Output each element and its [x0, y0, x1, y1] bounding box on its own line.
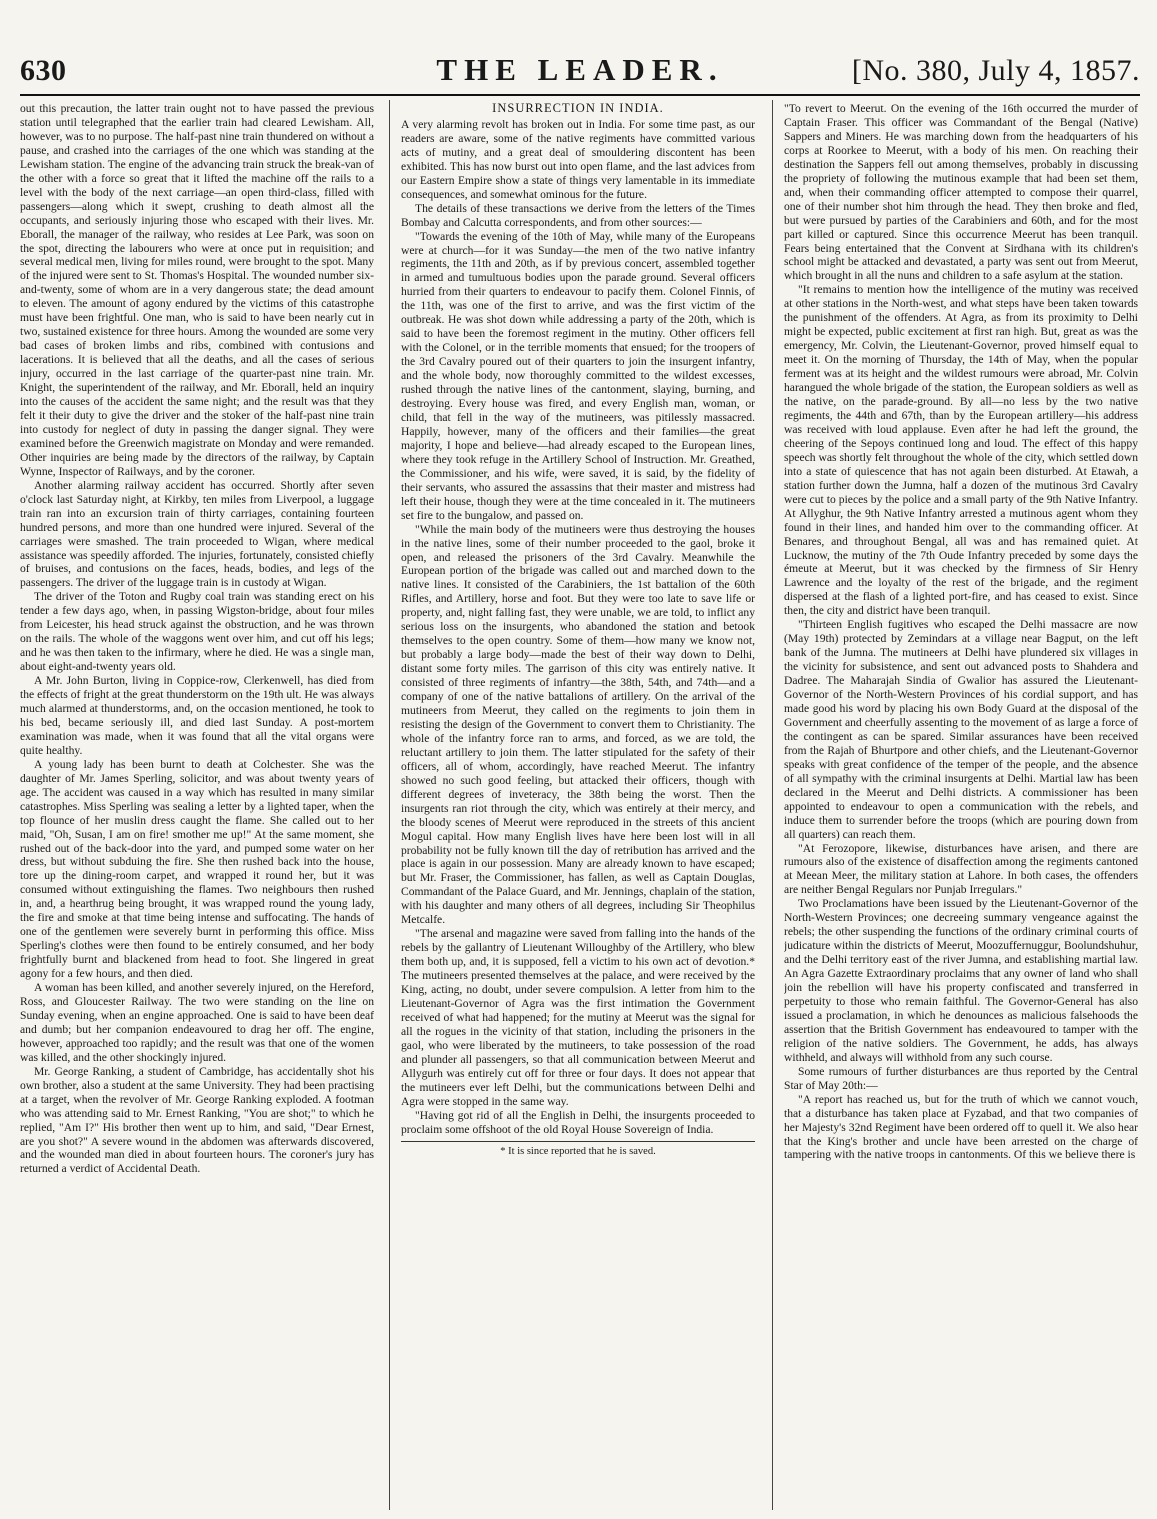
paragraph: "To revert to Meerut. On the evening of the 16th occurred the murder of Captain Fraser. This officer was Commandant of the Bengal (Native) Sappers and Miners. He was marching down from the headquarters of his corps at Roorkee to Meerut, with a body of his men. On reaching their destination the Sappers fell out among themselves, probably in discussing the propriety of following the mutinous example that had been set them, and, when their commanding officer attempted to compose their quarrel, one of their number shot him through the head. They then broke and fled, but were pursued by parties of the Carabiniers and 60th, and for the most part killed or captured. Since this occurrence Meerut has been tranquil. Fears being entertained that the Convent at Sirdhana with its children's school might be attacked and devastated, a party was sent out from Meerut, which brought in all the nuns and children to a safe asylum at the station. [784, 102, 1138, 283]
paragraph: Mr. George Ranking, a student of Cambridge, has accidentally shot his own brother, also a student at the same University. They had been practising at a target, when the revolver of Mr. George Ranking exploded. A footman who was attending said to Mr. Ernest Ranking, "You are shot;" to which he replied, "Am I?" His brother then went up to him, and said, "Dear Ernest, are you shot?" A severe wound in the abdomen was afterwards discovered, and the wounded man died in about fourteen hours. The coroner's jury has returned a verdict of Accidental Death. [20, 1064, 374, 1176]
masthead-title: THE LEADER. [436, 52, 724, 87]
column-divider [772, 100, 773, 1510]
page-number: 630 [20, 54, 67, 87]
issue-line: [No. 380, July 4, 1857. [851, 54, 1140, 87]
paragraph: A very alarming revolt has broken out in India. For some time past, as our readers are aware, some of the native regiments have committed various acts of mutiny, and a great deal of smouldering discontent has been exhibited. This has now burst out into open flame, and the last advices from our Eastern Empire show a state of things very lamentable in its immediate consequences, and somewhat ominous for the future. [401, 117, 755, 201]
paragraph: Some rumours of further disturbances are thus reported by the Central Star of May 20th:— [784, 1064, 1138, 1092]
paragraph: A young lady has been burnt to death at Colchester. She was the daughter of Mr. James Sperling, solicitor, and was about twenty years of age. The accident was caused in a way which has resulted in many similar catastrophes. Miss Sperling was sealing a letter by a lighted taper, when the top flounce of her muslin dress caught the flame. She called out to her maid, "Oh, Susan, I am on fire! smother me up!" At the same moment, she rushed out of the back-door into the yard, and pumped some water on her dress, but without subduing the fire. She then rushed back into the house, tore up the dining-room carpet, and wrapped it round her, but it was consumed without extinguishing the flames. Two neighbours then rushed in, and, a hearthrug being brought, it was wrapped round the young lady, the fire and smoke at that time being intense and suffocating. The hands of one of the gentlemen were severely burnt in performing this office. Miss Sperling's clothes were then found to be entirely consumed, and her body frightfully burnt and blackened from head to foot. She lingered in great agony for a few hours, and then died. [20, 757, 374, 981]
paragraph: "It remains to mention how the intelligence of the mutiny was received at other stations in the North-west, and what steps have been taken towards the punishment of the offenders. At Agra, as from its proximity to Delhi might be expected, public excitement at first ran high. But, great as was the emergency, Mr. Colvin, the Lieutenant-Governor, proved himself equal to meet it. On the morning of Thursday, the 14th of May, when the popular ferment was at its height and the wildest rumours were abroad, Mr. Colvin harangued the whole brigade of the station, the European soldiers as well as the native, on the parade-ground. By all—no less by the two native regiments, the 44th and 67th, than by the European artillery—his address was received with loud applause. Even after he had left the ground, the cheering of the Sepoys continued long and loud. The effect of this happy speech was shortly felt throughout the whole of the city, which settled down into a state of quiescence that has not again been disturbed. At Etawah, a station further down the Jumna, half a dozen of the mutinous 3rd Cavalry were cut to pieces by the police and a small party of the 9th Native Infantry. At Allyghur, the 9th Native Infantry arrested a mutinous agent whom they found in their lines, and handed him over to the commanding officer. At Benares, and throughout Bengal, all was and has remained quiet. At Lucknow, the mutiny of the 7th Oude Infantry preceded by some days the émeute at Meerut, but it was checked by the firmness of Sir Henry Lawrence and the loyalty of the rest of the brigade, and the regiment dispersed at the flash of a lighted port-fire, and has ceased to exist. Since then, the city and district have been tranquil. [784, 283, 1138, 618]
paragraph: "A report has reached us, but for the truth of which we cannot vouch, that a disturbance has taken place at Fyzabad, and that two companies of her Majesty's 32nd Regiment have been ordered off to quell it. We also hear that the King's brother and uncle have been arrested on the charge of tampering with the native troops in cantonments. Of this we believe there is [784, 1092, 1138, 1162]
column-2 [401, 102, 755, 1507]
paragraph: Two Proclamations have been issued by the Lieutenant-Governor of the North-Western Provinces; one decreeing summary vengeance against the rebels; the other suspending the functions of the ordinary criminal courts of judicature within the districts of Meerut, Moozuffernuggur, Boolundshuhur, and the Delhi territory east of the river Jumna, and establishing martial law. An Agra Gazette Extraordinary proclaims that any owner of land who shall join the rebellion will have his property confiscated and transferred in perpetuity to those who remain faithful. The Governor-General has also issued a proclamation, in which he denounces as malicious falsehoods the assertion that the British Government has endeavoured to tamper with the religion of the native soldiers. The Government, he adds, has always withheld, and always will withhold from any such course. [784, 897, 1138, 1064]
paragraph: "The arsenal and magazine were saved from falling into the hands of the rebels by the gallantry of Lieutenant Willoughby of the Artillery, who blew them both up, and, it is supposed, fell a victim to his own act of devotion.* The mutineers presented themselves at the palace, and were received by the King, acting, no doubt, under severe compulsion. A letter from him to the Lieutenant-Governor of Agra was the first intimation the Government received of what had happened; for the mutiny at Meerut was the signal for all the rogues in the vicinity of that station, including the prisoners in the gaol, who were liberated by the mutineers, to take possession of the road and plunder all passengers, so that all communication between Meerut and Allygurh was entirely cut off for three or four days. It does not appear that the mutineers ever left Delhi, but the communications between Delhi and Agra were stopped in the same way. [401, 927, 755, 1108]
header-rule [20, 94, 1140, 96]
paragraph: A Mr. John Burton, living in Coppice-row, Clerkenwell, has died from the effects of fright at the great thunderstorm on the 19th ult. He was always much alarmed at thunderstorms, and, on the occasion mentioned, he took to his bed, became seriously ill, and died last Sunday. A post-mortem examination was made, when it was found that all the vital organs were quite healthy. [20, 674, 374, 757]
paragraph: The driver of the Toton and Rugby coal train was standing erect on his tender a few days ago, when, in passing Wigston-bridge, about four miles from Leicester, his head struck against the obstruction, and he was thrown on the rails. The whole of the waggons went over him, and cut off his legs; and he was then taken to the infirmary, where he died. He was a single man, about eight-and-twenty years old. [20, 590, 374, 674]
paragraph: The details of these transactions we derive from the letters of the Times Bombay and Calcutta correspondents, and from other sources:— [401, 201, 755, 229]
paragraph: Another alarming railway accident has occurred. Shortly after seven o'clock last Saturday night, at Kirkby, ten miles from Liverpool, a luggage train ran into an excursion train of thirty carriages, containing fourteen hundred persons, and more than one hundred were injured. Several of the carriages were smashed. The train proceeded to Wigan, where medical assistance was speedily afforded. The injuries, fortunately, consisted chiefly of bruises, and contusions on the faces, heads, bodies, and legs of the passengers. The driver of the luggage train is in custody at Wigan. [20, 478, 374, 590]
column-divider [389, 100, 390, 1510]
page-header [20, 50, 1140, 100]
paragraph: out this precaution, the latter train ought not to have passed the previous station until telegraphed that the earlier train had cleared Lewisham. All, however, was to no purpose. The half-past nine train thundered on without a pause, and crashed into the carriages of the one which was standing at the Lewisham station. The engine of the advancing train struck the break-van of the other with a force so great that it lifted the machine off the rails to a level with the body of the next carriage—an open third-class, filled with passengers—along which it swept, crushing to death almost all the occupants, and seriously injuring those who escaped with their lives. Mr. Eborall, the manager of the railway, who resides at Lee Park, was soon on the spot, directing the labourers who were at once put in requisition; and several medical men, living for miles round, were brought to the spot. Many of the injured were sent to St. Thomas's Hospital. The wounded number six-and-twenty, some of whom are in a very dangerous state; the dead amount to eleven. The amount of agony endured by the victims of this catastrophe must have been frightful. One man, who is said to have been nearly cut in two, sustained existence for three hours. Among the wounded are some very bad cases of broken limbs and ribs, combined with contusions and lacerations. It is believed that all the deaths, and all the cases of serious injury, occurred in the last carriage of the quarter-past nine train. Mr. Knight, the superintendent of the railway, and Mr. Eborall, held an inquiry into the causes of the accident the same night; and the result was that they felt it their duty to give the driver and the stoker of the half-past nine train into custody for neglect of duty in passing the danger signal. They were examined before the Greenwich magistrate on Monday and were remanded. Other inquiries are being made by the directors of the railway, by Captain Wynne, Inspector of Railways, and by the coroner. [20, 102, 374, 478]
paragraph: "Towards the evening of the 10th of May, while many of the Europeans were at church—for it was Sunday—the men of the two native infantry regiments, the 11th and 20th, as if by previous concert, assembled together in armed and tumultuous bodies upon the parade ground. Several officers hurried from their quarters to endeavour to pacify them. Colonel Finnis, of the 11th, was one of the first to arrive, and was the first victim of the outbreak. He was shot down while addressing a party of the 20th, which is said to have been the foremost regiment in the mutiny. Other officers fell with the Colonel, or in the terrible moments that ensued; for the troopers of the 3rd Cavalry poured out of their quarters to join the insurgent infantry, and the whole body, now thoroughly committed to the wildest excesses, rushed through the native lines of the cantonment, slaying, burning, and destroying. Every house was fired, and every English man, woman, or child, that fell in the way of the mutineers, was pitilessly massacred. Happily, however, many of the officers and their families—the great majority, I hope and believe—had already escaped to the European lines, where they took refuge in the Artillery School of Instruction. Mr. Greathed, the Commissioner, and his wife, were saved, it is said, by the fidelity of their servants, who assured the assassins that their master and mistress had left their house, though they were at the time concealed in it. The mutineers set fire to the bungalow, and passed on. [401, 229, 755, 522]
paragraph: "At Ferozopore, likewise, disturbances have arisen, and there are rumours also of the existence of disaffection among the regiments cantoned at Meean Meer, the military station at Lahore. In both cases, the offenders are neither Bengal Regulars nor Punjab Irregulars." [784, 841, 1138, 897]
footnote-rule [401, 1141, 755, 1142]
column-1 [20, 102, 374, 1507]
footnote: * It is since reported that he is saved. [500, 1145, 656, 1157]
paragraph: "Having got rid of all the English in Delhi, the insurgents proceeded to proclaim some offshoot of the old Royal House Sovereign of India. [401, 1108, 755, 1136]
article-heading: INSURRECTION IN INDIA. [492, 102, 664, 115]
paragraph: A woman has been killed, and another severely injured, on the Hereford, Ross, and Gloucester Railway. The two were standing on the line on Sunday evening, when an engine approached. One is said to have been deaf and dumb; but her companion endeavoured to drag her off. The engine, however, approached too rapidly; and the result was that one of the women was killed, and the other shockingly injured. [20, 981, 374, 1064]
paragraph: "Thirteen English fugitives who escaped the Delhi massacre are now (May 19th) protected by Zemindars at a village near Bagput, on the left bank of the Jumna. The mutineers at Delhi have plundered six villages in the vicinity for subsistence, and sent out advanced posts to Shahdera and Dadree. The Maharajah Sindia of Gwalior has assured the Lieutenant-Governor of the North-Western Provinces of his cordial support, and has made good his word by placing his own Body Guard at the disposal of the Government and cheerfully assenting to the movement of as large a force of the contingent as can be spared. Similar assurances have been received from the Rajah of Bhurtpore and other chiefs, and the Lieutenant-Governor speaks with great confidence of the temper of the people, and the absence of all sympathy with the criminal insurgents at Delhi. Martial law has been declared in the Meerut and Delhi districts. A commissioner has been appointed to endeavour to open a communication with the rebels, and induce them to surrender before the troops (which are pouring down from all quarters) can reach them. [784, 618, 1138, 841]
paragraph: "While the main body of the mutineers were thus destroying the houses in the native lines, some of their number proceeded to the gaol, broke it open, and released the prisoners of the 3rd Cavalry. Meanwhile the European portion of the brigade was called out and marched down to the native lines. It consisted of the Carabiniers, the 1st battalion of the 60th Rifles, and Artillery, horse and foot. But they were too late to save life or property, and, night falling fast, they were unable, we are told, to inflict any serious loss on the insurgents, who abandoned the station and betook themselves to the open country. Some of them—how many we know not, but probably a large body—made the best of their way down to Delhi, distant some forty miles. The garrison of this city was entirely native. It consisted of three regiments of infantry—the 38th, 54th, and 74th—and a company of one of the native battalions of artillery. On the arrival of the mutineers from Meerut, they called on the regiments to join them in resisting the design of the Government to convert them to Christianity. The whole of the infantry force ran to arms, and forced, as we are told, the reluctant artillery to join them. The latter stipulated for the safety of their officers, all of whom, accordingly, have reached Meerut. The infantry showed no such good feeling, but attacked their officers, though with different degrees of inveteracy, the 38th being the worst. Then the insurgents ran riot through the city, which was entirely at their mercy, and the bloody scenes of Meerut were reproduced in the streets of this ancient Mogul capital. How many English lives have here been lost will in all probability not be fully known till the day of retribution has arrived and the place is again in our possession. Many are already known to have escaped; but Mr. Fraser, the Commissioner, has fallen, as well as Captain Douglas, Commandant of the Palace Guard, and Mr. Jennings, chaplain of the station, with his daughter and many others of all degrees, including Sir Theophilus Metcalfe. [401, 522, 755, 927]
column-3 [784, 102, 1138, 1507]
